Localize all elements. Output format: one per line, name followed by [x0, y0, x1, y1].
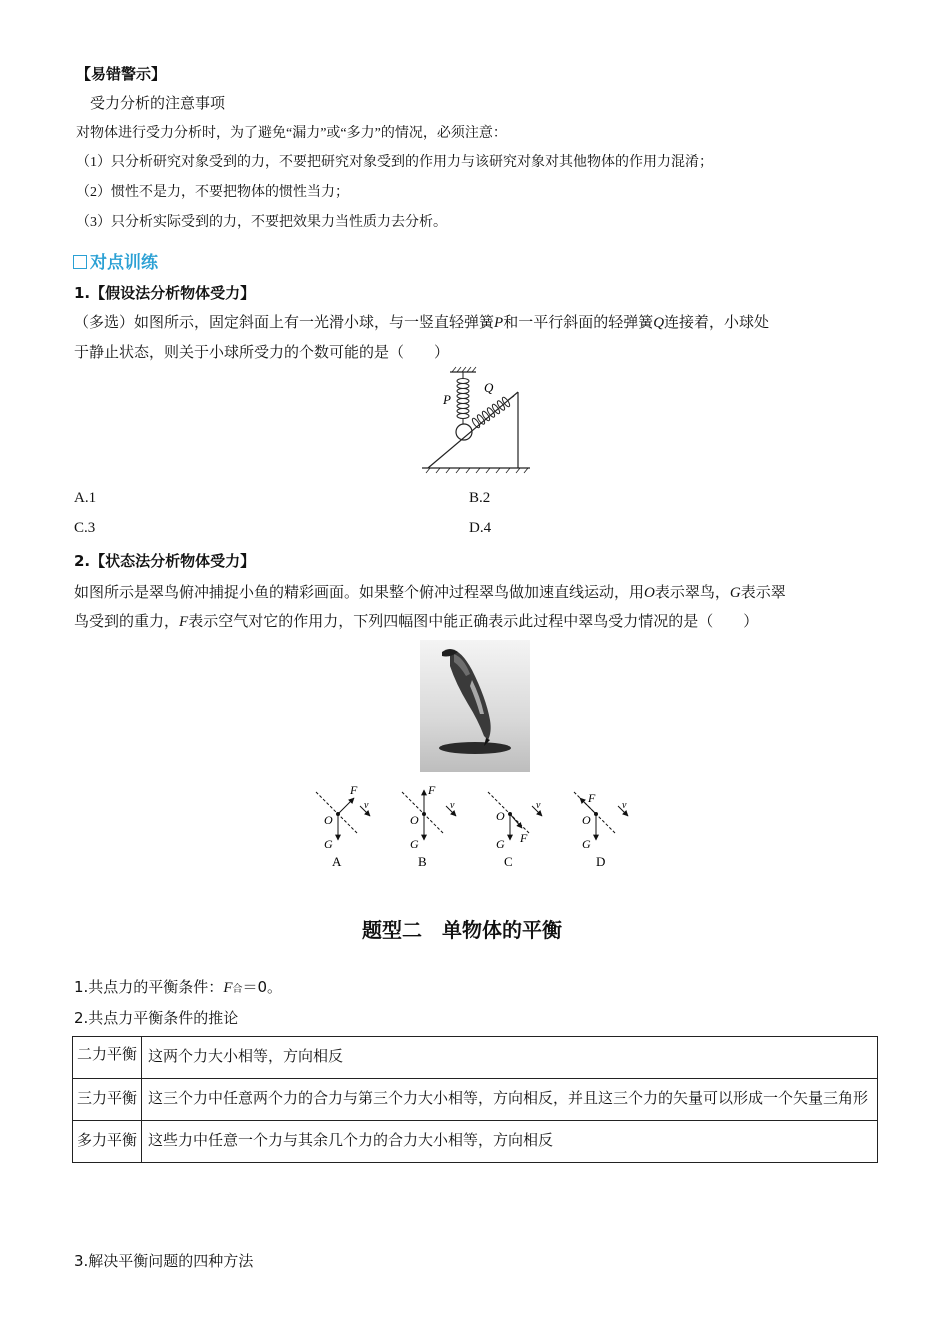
training-heading	[73, 248, 158, 273]
diagram-d-letter: D	[596, 854, 606, 869]
table-key: 多力平衡	[73, 1121, 142, 1163]
balance-condition	[74, 976, 282, 997]
q1-option-a[interactable]: A.1	[74, 490, 97, 506]
warning-intro: 对物体进行受力分析时，为了避免“漏力”或“多力”的情况，必须注意：	[76, 126, 507, 141]
diagram-a-v: v	[364, 800, 369, 811]
incline-spring-figure	[418, 366, 533, 478]
force-diagram-b	[402, 783, 456, 869]
diagram-d-f: F	[588, 791, 596, 805]
q1-title: 1.【假设法分析物体受力】	[74, 284, 256, 302]
q1-var-p: P	[494, 315, 504, 331]
ground-hatch	[426, 468, 528, 473]
q2-text-line1	[74, 581, 786, 602]
diagram-a-letter: A	[332, 854, 342, 869]
table-value: 这三个力中任意两个力的合力与第三个力大小相等，方向相反，并且这三个力的矢量可以形成一个矢量三角形	[142, 1079, 878, 1121]
diagram-b-o: O	[410, 813, 419, 827]
diagram-c-letter: C	[504, 854, 513, 869]
diagram-a-f: F	[350, 783, 358, 797]
diagram-c-o: O	[496, 809, 505, 823]
force-diagram-a	[316, 783, 370, 869]
checkbox-square-icon	[73, 255, 87, 269]
q2-var-o: O	[644, 585, 655, 601]
force-diagram-c	[488, 792, 542, 869]
methods-heading: 3.解决平衡问题的四种方法	[74, 1252, 254, 1270]
diagram-b-letter: B	[418, 854, 427, 869]
diagram-d-o: O	[582, 813, 591, 827]
q2-var-f: F	[179, 614, 189, 630]
q1-text-line2: 于静止状态，则关于小球所受力的个数可能的是（ ）	[74, 345, 450, 361]
q1-option-d[interactable]: D.4	[469, 520, 492, 536]
training-heading-label: 对点训练	[90, 253, 158, 273]
warning-point-2: （2）惯性不是力，不要把物体的惯性当力；	[76, 185, 349, 200]
q2-title: 2.【状态法分析物体受力】	[74, 552, 256, 570]
force-diagrams	[308, 780, 648, 874]
q2-line1-part-a: 如图所示是翠鸟俯冲捕捉小鱼的精彩画面。如果整个俯冲过程翠鸟做加速直线运动，用	[74, 585, 645, 601]
warning-title: 受力分析的注意事项	[90, 94, 226, 112]
table-key: 三力平衡	[73, 1079, 142, 1121]
ceiling-hatch	[452, 367, 476, 372]
q1-text-line1	[74, 311, 769, 332]
diagram-b-f: F	[428, 783, 436, 797]
warning-point-3: （3）只分析实际受到的力，不要把效果力当性质力去分析。	[76, 215, 447, 230]
diagram-a-g: G	[324, 837, 333, 851]
q2-text-line2	[74, 610, 758, 631]
table-row	[73, 1079, 878, 1121]
inference-heading: 2.共点力平衡条件的推论	[74, 1009, 239, 1027]
warning-point-1: （1）只分析研究对象受到的力，不要把研究对象受到的作用力与该研究对象对其他物体的作用力混淆；	[76, 155, 713, 170]
label-p: P	[443, 392, 451, 407]
diagram-a-o: O	[324, 813, 333, 827]
table-row	[73, 1037, 878, 1079]
diagram-c-v: v	[536, 800, 541, 811]
diagram-c-g: G	[496, 837, 505, 851]
balance-condition-f: F	[223, 980, 233, 996]
balance-table	[72, 1036, 878, 1163]
diagram-d-g: G	[582, 837, 591, 851]
q1-var-q: Q	[653, 315, 665, 331]
q1-line1-part-b: 和一平行斜面的轻弹簧	[503, 315, 654, 331]
balance-condition-label: 1.共点力的平衡条件：	[74, 978, 224, 996]
label-q: Q	[484, 380, 494, 395]
q1-line1-part-a: （多选）如图所示，固定斜面上有一光滑小球，与一竖直轻弹簧	[74, 315, 495, 331]
warning-tag: 【易错警示】	[76, 65, 167, 83]
q2-var-g: G	[729, 585, 741, 601]
q1-option-b[interactable]: B.2	[469, 490, 491, 506]
diagram-c-f: F	[520, 831, 528, 845]
q1-option-c[interactable]: C.3	[74, 520, 96, 536]
diagram-b-v: v	[450, 800, 455, 811]
diagram-b-g: G	[410, 837, 419, 851]
q2-line1-part-c: 表示翠	[740, 585, 786, 601]
q1-line1-part-c: 连接着，小球处	[664, 315, 770, 331]
table-value: 这些力中任意一个力与其余几个力的合力大小相等，方向相反	[142, 1121, 878, 1163]
table-row	[73, 1121, 878, 1163]
balance-condition-sub: 合	[232, 984, 243, 995]
q2-line2-part-b: 表示空气对它的作用力，下列四幅图中能正确表示此过程中翠鸟受力情况的是（ ）	[188, 614, 759, 630]
spring-p	[457, 372, 469, 424]
force-diagram-d	[574, 791, 628, 869]
table-value: 这两个力大小相等，方向相反	[142, 1037, 878, 1079]
q2-line1-part-b: 表示翠鸟，	[654, 585, 730, 601]
table-key: 二力平衡	[73, 1037, 142, 1079]
section-title: 题型二 单物体的平衡	[362, 918, 562, 942]
balance-condition-value: ＝0。	[242, 978, 283, 996]
q2-line2-part-a: 鸟受到的重力，	[74, 614, 180, 630]
water-hole	[439, 742, 511, 754]
diagram-d-v: v	[622, 800, 627, 811]
kingfisher-photo	[420, 640, 530, 772]
incline-surface	[428, 392, 518, 468]
